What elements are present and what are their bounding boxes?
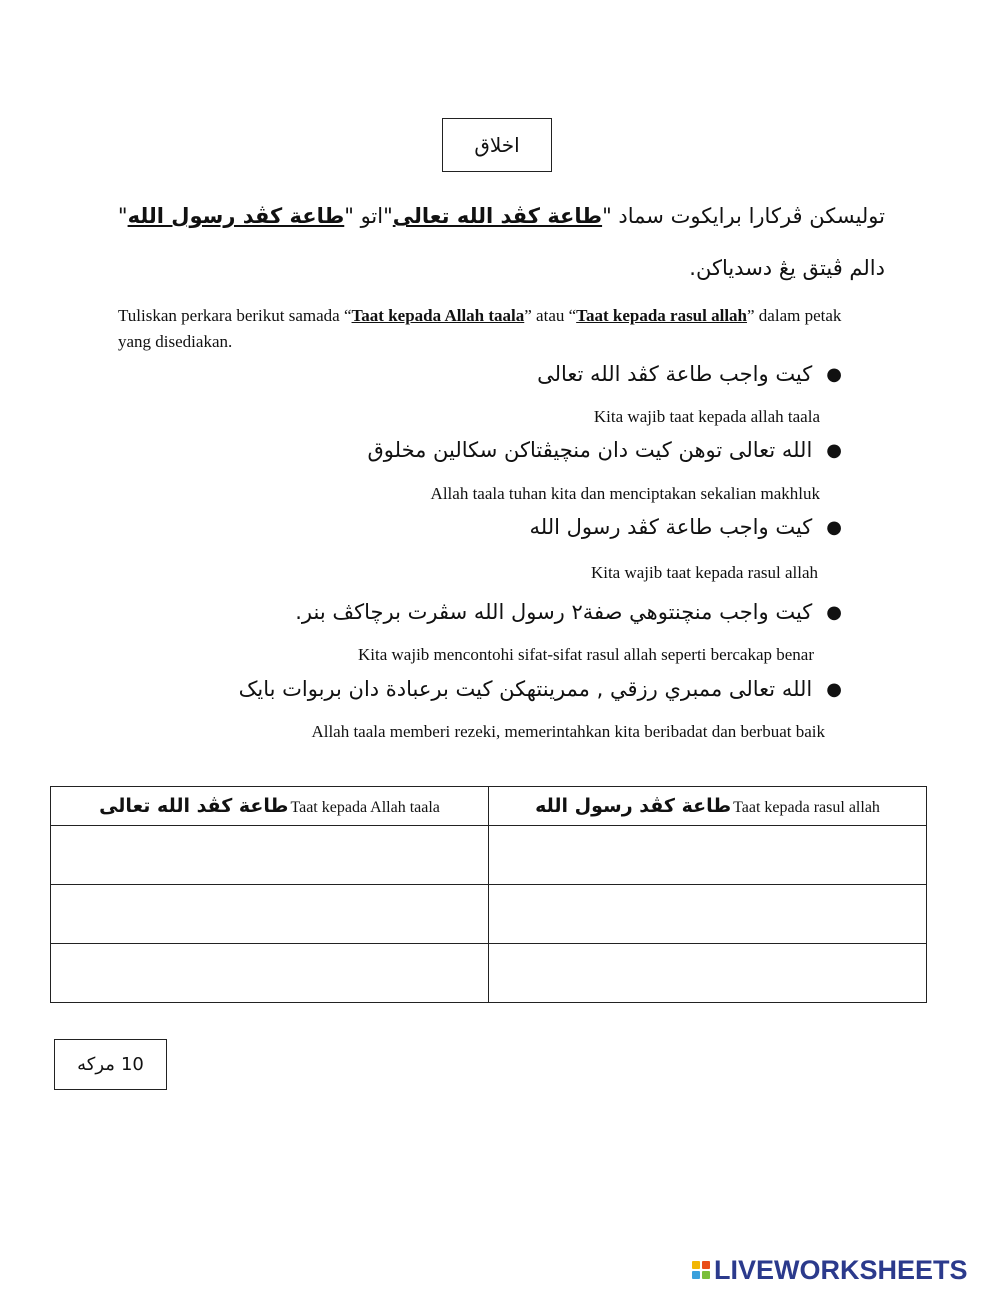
answer-cell-rasul-2[interactable] <box>489 885 927 944</box>
logo-icon <box>692 1261 710 1279</box>
bullet-icon: ● <box>826 601 842 623</box>
marks-number: 10 <box>120 1054 144 1075</box>
answer-cell-allah-1[interactable] <box>51 826 489 885</box>
table-row <box>51 944 927 1003</box>
instruction-jawi-text-1: توليسکن ڤرکارا برايکوت سماد " <box>602 204 885 228</box>
list-item <box>142 438 842 462</box>
instruction-jawi-bold-1: طاعة کڤد الله تعالى <box>392 204 603 228</box>
title-box <box>442 118 552 172</box>
instruction-jawi-bold-2: طاعة کڤد رسول الله <box>127 204 345 228</box>
bullet-icon: ● <box>826 363 842 385</box>
header-rasul-jawi: طاعة کڤد رسول الله <box>535 795 732 817</box>
table-row <box>51 826 927 885</box>
item-rumi: Allah taala tuhan kita dan menciptakan sekalian makhluk <box>430 484 820 503</box>
logo-tile-icon <box>702 1261 710 1269</box>
instruction-rumi <box>118 303 858 355</box>
table-header-row <box>51 787 927 826</box>
header-rasul-rumi: Taat kepada rasul allah <box>733 799 880 816</box>
marks-label: مرکه <box>77 1054 115 1075</box>
logo-tile-icon <box>702 1271 710 1279</box>
header-allah <box>51 787 489 826</box>
logo-text: LIVEWORKSHEETS <box>714 1254 968 1285</box>
page-title: اخلاق <box>474 133 520 157</box>
instruction-jawi-text-3: " دالم ڤيتق يڠ دسدياکن. <box>117 204 885 280</box>
logo-tile-icon <box>692 1261 700 1269</box>
bullet-icon: ● <box>826 439 842 461</box>
logo-tile-icon <box>692 1271 700 1279</box>
answer-cell-rasul-1[interactable] <box>489 826 927 885</box>
item-jawi: کيت واجب طاعة کڤد رسول الله <box>529 515 813 539</box>
list-item <box>142 515 842 539</box>
instruction-rumi-text-2: ” atau “ <box>524 306 577 325</box>
item-rumi: Kita wajib mencontohi sifat-sifat rasul allah seperti bercakap benar <box>358 645 814 664</box>
answer-cell-allah-3[interactable] <box>51 944 489 1003</box>
item-jawi: کيت واجب طاعة کڤد الله تعالى <box>537 362 813 386</box>
instruction-jawi <box>110 190 885 294</box>
bullet-icon: ● <box>826 516 842 538</box>
item-rumi: Kita wajib taat kepada rasul allah <box>590 563 818 582</box>
item-rumi: Kita wajib taat kepada allah taala <box>593 407 820 426</box>
instruction-jawi-text-2: "اتو " <box>344 204 393 228</box>
answer-table <box>50 786 927 1003</box>
item-jawi: الله تعالى ممبري رزقي , ممرينتهکن کيت برعبادة دان بربوات بايک <box>238 677 813 701</box>
instruction-rumi-text-1: Tuliskan perkara berikut samada “ <box>118 306 352 325</box>
item-jawi: الله تعالى توهن کيت دان منچيڤتاکن سکالين مخلوق <box>367 438 813 462</box>
marks-box <box>54 1039 167 1090</box>
instruction-rumi-bold-1: Taat kepada Allah taala <box>351 306 525 325</box>
item-jawi: کيت واجب منچنتوهي صفة٢ رسول الله سڤرت برچاکڤ بنر. <box>295 600 813 624</box>
bullet-icon: ● <box>826 678 842 700</box>
answer-cell-allah-2[interactable] <box>51 885 489 944</box>
item-rumi: Allah taala memberi rezeki, memerintahkan kita beribadat dan berbuat baik <box>311 722 825 741</box>
header-allah-jawi: طاعة کڤد الله تعالى <box>99 795 289 817</box>
instruction-rumi-bold-2: Taat kepada rasul allah <box>576 306 748 325</box>
list-item <box>142 362 842 386</box>
header-allah-rumi: Taat kepada Allah taala <box>290 799 440 816</box>
liveworksheets-logo <box>692 1255 968 1285</box>
table-row <box>51 885 927 944</box>
header-rasul <box>489 787 927 826</box>
list-item <box>142 600 842 624</box>
list-item <box>142 677 842 701</box>
instruction-rumi-text-3: ” dalam petak yang disediakan. <box>118 306 842 351</box>
answer-cell-rasul-3[interactable] <box>489 944 927 1003</box>
